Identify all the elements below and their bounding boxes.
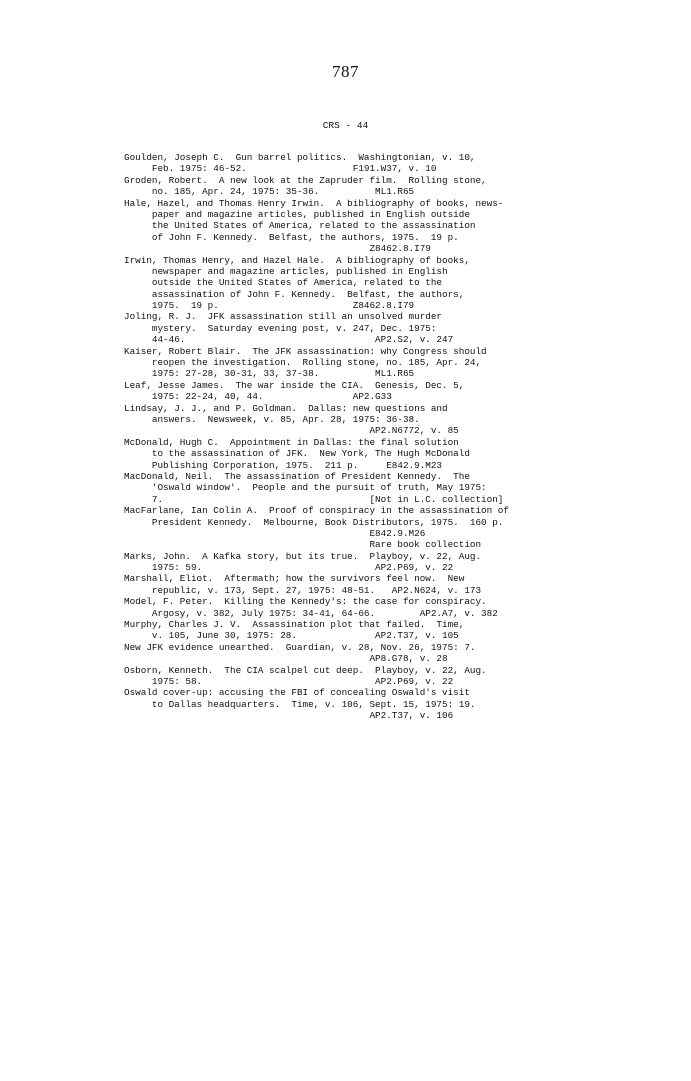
entry-line: McDonald, Hugh C. Appointment in Dallas: the final solution xyxy=(124,436,459,448)
bibliography-entry xyxy=(124,437,584,471)
entry-line: Marshall, Eliot. Aftermath; how the survivors feel now. New xyxy=(124,573,465,585)
bibliography-entry xyxy=(124,471,584,505)
bibliography-entry xyxy=(124,505,584,551)
bibliography-entry xyxy=(124,175,584,198)
bibliography-entry xyxy=(124,596,584,619)
entry-line: of John F. Kennedy. Belfast, the authors, 1975. 19 p. xyxy=(124,231,459,243)
bibliography-entry xyxy=(124,198,584,255)
entry-line: mystery. Saturday evening post, v. 247, Dec. 1975: xyxy=(124,322,437,334)
bibliography-entry xyxy=(124,380,584,403)
entry-line: Lindsay, J. J., and P. Goldman. Dallas: new questions and xyxy=(124,402,448,414)
entry-line: Hale, Hazel, and Thomas Henry Irwin. A bibliography of books, news- xyxy=(124,197,504,209)
entry-line: AP2.N6772, v. 85 xyxy=(124,425,459,437)
entry-line: to Dallas headquarters. Time, v. 106, Sept. 15, 1975: 19. xyxy=(124,698,476,710)
entry-line: 44-46. AP2.S2, v. 247 xyxy=(124,334,454,346)
entry-line: Model, F. Peter. Killing the Kennedy's: the case for conspiracy. xyxy=(124,596,487,608)
entry-line: Kaiser, Robert Blair. The JFK assassination: why Congress should xyxy=(124,345,487,357)
entry-line: 'Oswald window'. People and the pursuit of truth, May 1975: xyxy=(124,482,487,494)
entry-line: 1975: 27-28, 30-31, 33, 37-38. ML1.R65 xyxy=(124,368,415,380)
entry-line: v. 105, June 30, 1975: 28. AP2.T37, v. 105 xyxy=(124,630,459,642)
entry-line: answers. Newsweek, v. 85, Apr. 28, 1975: 36-38. xyxy=(124,413,420,425)
entry-line: reopen the investigation. Rolling stone, no. 185, Apr. 24, xyxy=(124,357,482,369)
entry-line: to the assassination of JFK. New York, The Hugh McDonald xyxy=(124,448,470,460)
bibliography-entry xyxy=(124,687,584,721)
entry-line: Murphy, Charles J. V. Assassination plot that failed. Time, xyxy=(124,619,465,631)
bibliography-entry xyxy=(124,346,584,380)
entry-line: Argosy, v. 382, July 1975: 34-41, 64-66. AP2.A7, v. 382 xyxy=(124,607,498,619)
entry-line: Z8462.8.I79 xyxy=(124,243,431,255)
entry-line: MacFarlane, Ian Colin A. Proof of conspiracy in the assassination of xyxy=(124,505,509,517)
entry-line: Osborn, Kenneth. The CIA scalpel cut deep. Playboy, v. 22, Aug. xyxy=(124,664,487,676)
entry-line: 1975: 22-24, 40, 44. AP2.G33 xyxy=(124,391,392,403)
entry-line: Publishing Corporation, 1975. 211 p. E842.9.M23 xyxy=(124,459,443,471)
bibliography-entry xyxy=(124,403,584,437)
page-number: 787 xyxy=(332,62,359,81)
bibliography-entry xyxy=(124,255,584,312)
entry-line: Feb. 1975: 46-52. F191.W37, v. 10 xyxy=(124,163,437,175)
entry-line: 1975: 58. AP2.P69, v. 22 xyxy=(124,675,454,687)
bibliography-entry xyxy=(124,619,584,642)
document-code: CRS - 44 xyxy=(322,120,369,131)
entry-line: Irwin, Thomas Henry, and Hazel Hale. A bibliography of books, xyxy=(124,254,470,266)
entry-line: paper and magazine articles, published in English outside xyxy=(124,208,470,220)
entry-line: Joling, R. J. JFK assassination still an unsolved murder xyxy=(124,311,443,323)
entry-line: Goulden, Joseph C. Gun barrel politics. Washingtonian, v. 10, xyxy=(124,152,476,163)
entry-line: assassination of John F. Kennedy. Belfast, the authors, xyxy=(124,288,465,300)
entry-line: AP2.T37, v. 106 xyxy=(124,710,454,722)
bibliography-entry xyxy=(124,152,584,175)
bibliography-entry xyxy=(124,551,584,574)
entry-line: Rare book collection xyxy=(124,539,482,551)
entry-line: AP8.G78, v. 28 xyxy=(124,653,448,665)
entry-line: Leaf, Jesse James. The war inside the CIA. Genesis, Dec. 5, xyxy=(124,379,465,391)
entry-line: 1975: 59. AP2.P69, v. 22 xyxy=(124,562,454,574)
entry-line: MacDonald, Neil. The assassination of President Kennedy. The xyxy=(124,470,470,482)
entry-line: Oswald cover-up: accusing the FBI of concealing Oswald's visit xyxy=(124,687,470,699)
entry-line: E842.9.M26 xyxy=(124,527,426,539)
entry-line: outside the United States of America, related to the xyxy=(124,277,443,289)
bibliography-entry xyxy=(124,573,584,596)
bibliography-list xyxy=(124,152,584,722)
entry-line: no. 185, Apr. 24, 1975: 35-36. ML1.R65 xyxy=(124,186,415,198)
entry-line: New JFK evidence unearthed. Guardian, v. 28, Nov. 26, 1975: 7. xyxy=(124,641,476,653)
bibliography-entry xyxy=(124,665,584,688)
entry-line: 1975. 19 p. Z8462.8.I79 xyxy=(124,300,415,312)
entry-line: 7. [Not in L.C. collection] xyxy=(124,493,504,505)
entry-line: republic, v. 173, Sept. 27, 1975: 48-51. AP2.N624, v. 173 xyxy=(124,584,482,596)
bibliography-entry xyxy=(124,642,584,665)
entry-line: the United States of America, related to the assassination xyxy=(124,220,476,232)
entry-line: Groden, Robert. A new look at the Zapruder film. Rolling stone, xyxy=(124,174,487,186)
bibliography-entry xyxy=(124,311,584,345)
entry-line: Marks, John. A Kafka story, but its true. Playboy, v. 22, Aug. xyxy=(124,550,482,562)
entry-line: newspaper and magazine articles, published in English xyxy=(124,265,448,277)
entry-line: President Kennedy. Melbourne, Book Distributors, 1975. 160 p. xyxy=(124,516,504,528)
